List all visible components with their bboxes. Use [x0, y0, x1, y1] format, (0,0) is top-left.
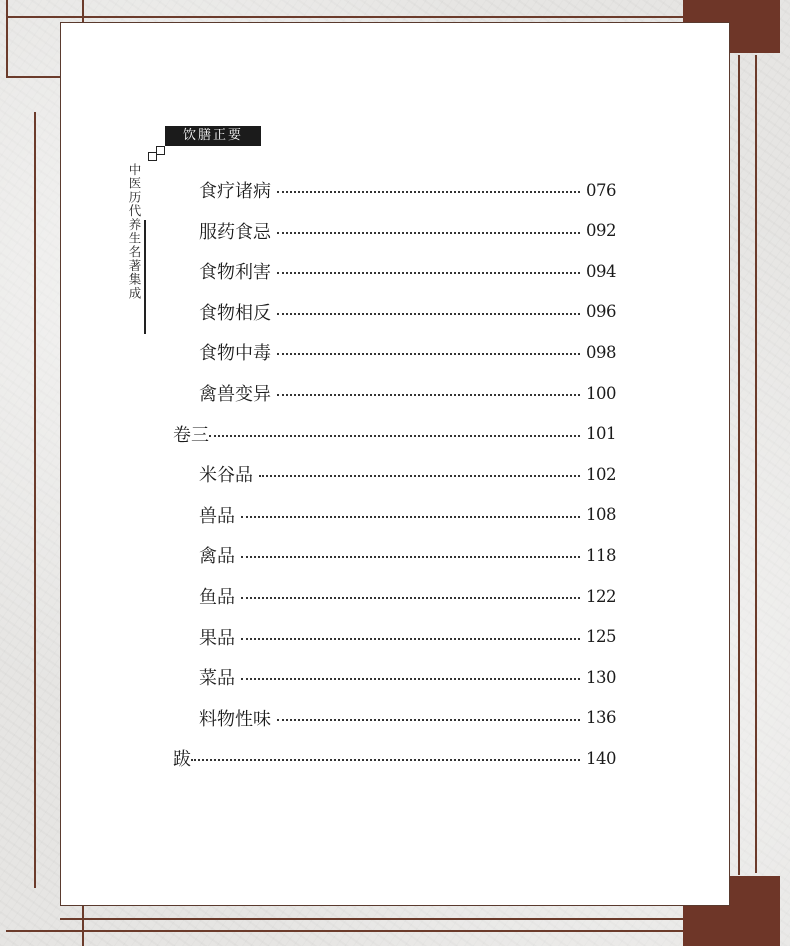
toc-entry[interactable]	[173, 744, 616, 772]
toc-entry[interactable]	[199, 582, 616, 610]
toc-entry-page-number: 101	[586, 424, 616, 444]
toc-entry-title: 米谷品	[199, 465, 253, 487]
toc-entry[interactable]	[173, 420, 616, 448]
toc-dot-leader	[241, 638, 580, 640]
toc-entry-title: 兽品	[199, 505, 235, 527]
toc-entry[interactable]	[199, 663, 616, 691]
toc-entry-page-number: 122	[586, 586, 616, 606]
toc-entry-page-number: 118	[586, 545, 616, 565]
book-page	[60, 22, 730, 906]
toc-entry[interactable]	[199, 257, 616, 285]
toc-entry-page-number: 096	[586, 302, 616, 322]
toc-dot-leader	[241, 516, 580, 518]
toc-dot-leader	[277, 272, 580, 274]
toc-entry[interactable]	[199, 217, 616, 245]
toc-dot-leader	[241, 556, 580, 558]
toc-entry[interactable]	[199, 176, 616, 204]
toc-entry-title: 禽兽变异	[199, 384, 271, 405]
toc-dot-leader	[209, 435, 580, 437]
toc-entry[interactable]	[199, 460, 616, 488]
toc-entry-title: 料物性味	[199, 708, 271, 730]
frame-line-right-vertical	[755, 55, 757, 873]
toc-entry-page-number: 125	[586, 627, 616, 647]
toc-entry-title: 食疗诸病	[199, 181, 271, 202]
toc-entry[interactable]	[199, 704, 616, 732]
frame-line-left-vertical	[34, 112, 36, 888]
toc-entry-page-number: 130	[586, 667, 616, 687]
toc-dot-leader	[241, 678, 580, 680]
toc-entry[interactable]	[199, 298, 616, 326]
toc-entry-title: 鱼品	[199, 587, 235, 608]
toc-entry-page-number: 140	[586, 748, 616, 768]
toc-entry-title: 食物相反	[199, 302, 271, 324]
frame-line-right-inner	[738, 55, 740, 875]
frame-line-bottom-outer	[6, 930, 696, 932]
toc-entry-page-number: 108	[586, 505, 616, 525]
toc-entry[interactable]	[199, 379, 616, 407]
toc-dot-leader	[277, 313, 580, 315]
toc-entry-page-number: 098	[586, 342, 616, 362]
frame-line-left-top-short	[6, 76, 60, 78]
toc-entry-title: 果品	[199, 627, 235, 649]
toc-entry-page-number: 076	[586, 180, 616, 200]
toc-dot-leader	[277, 719, 580, 721]
frame-line-left-outer	[6, 0, 8, 78]
frame-line-bottom	[60, 918, 740, 920]
toc-entry-page-number: 094	[586, 261, 616, 281]
toc-entry[interactable]	[199, 623, 616, 651]
toc-dot-leader	[191, 759, 580, 761]
toc-entry-page-number: 092	[586, 221, 616, 241]
toc-entry-title: 跋	[173, 749, 191, 771]
toc-dot-leader	[277, 232, 580, 234]
frame-line-top	[6, 16, 690, 18]
toc-dot-leader	[259, 475, 580, 477]
toc-entry[interactable]	[199, 501, 616, 529]
series-name-vertical: 中医历代养生名著集成	[127, 163, 142, 300]
toc-dot-leader	[277, 353, 580, 355]
toc-entry[interactable]	[199, 541, 616, 569]
toc-entry-title: 食物利害	[199, 262, 271, 284]
frame-line-bottom-left	[82, 906, 84, 946]
toc-entry-title: 卷三	[173, 424, 209, 446]
toc-dot-leader	[241, 597, 580, 599]
toc-entry[interactable]	[199, 338, 616, 366]
toc-entry-page-number: 136	[586, 708, 616, 728]
toc-entry-page-number: 102	[586, 464, 616, 484]
toc-entry-page-number: 100	[586, 383, 616, 403]
table-of-contents	[61, 23, 729, 905]
toc-entry-title: 禽品	[199, 546, 235, 568]
toc-dot-leader	[277, 394, 580, 396]
toc-entry-title: 服药食忌	[199, 221, 271, 243]
book-title-tab: 饮膳正要	[165, 126, 261, 146]
toc-entry-title: 菜品	[199, 668, 235, 690]
toc-entry-title: 食物中毒	[199, 343, 271, 365]
frame-line-top-inner	[82, 0, 84, 22]
toc-dot-leader	[277, 191, 580, 193]
